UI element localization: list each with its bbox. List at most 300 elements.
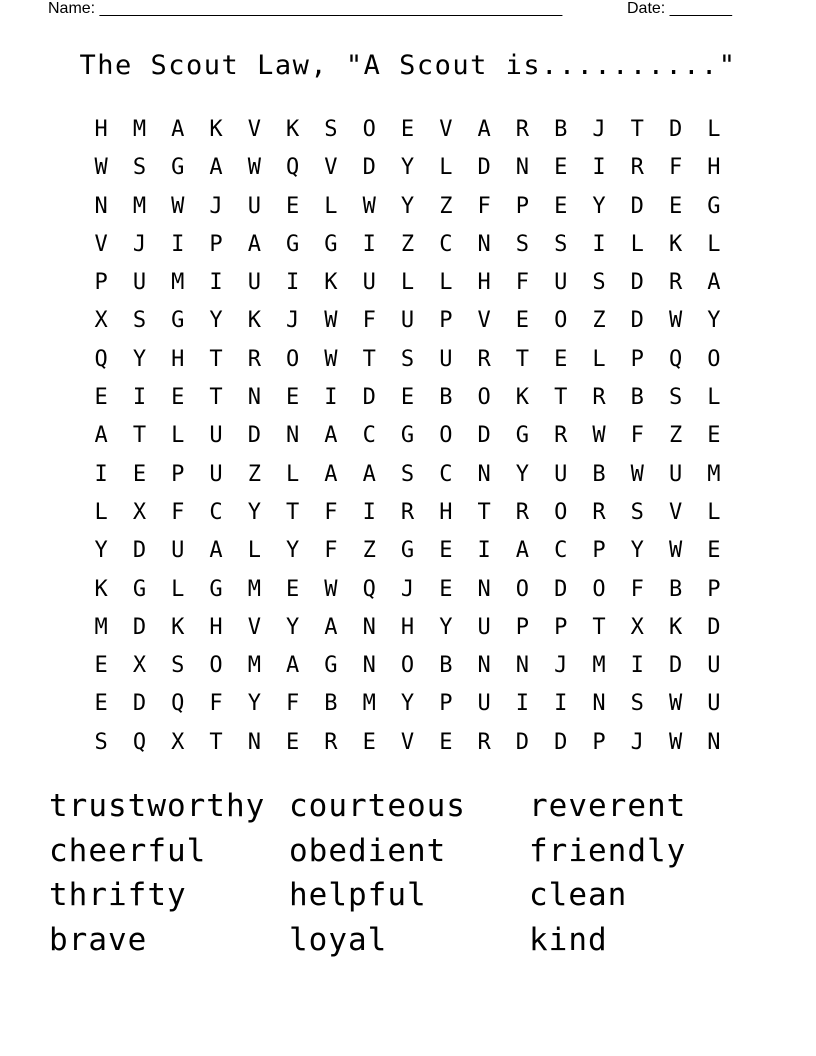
grid-row [82, 613, 733, 651]
grid-letter: E [439, 729, 453, 755]
grid-letter: L [707, 385, 721, 411]
grid-letter: P [171, 461, 185, 487]
grid-letter: G [400, 423, 415, 449]
grid-letter: X [132, 499, 147, 525]
grid-letter: L [707, 231, 721, 257]
grid-letter: P [94, 270, 108, 296]
grid-letter: G [171, 308, 185, 334]
grid-letter: W [171, 193, 185, 219]
grid-letter: A [477, 117, 491, 142]
grid-letter: Z [400, 231, 415, 257]
grid-letter: Y [286, 614, 300, 640]
grid-letter: U [707, 653, 721, 679]
grid-letter: U [707, 691, 721, 717]
grid-letter: H [400, 614, 415, 640]
grid-letter: P [554, 614, 568, 640]
grid-letter: T [209, 346, 223, 372]
grid-letter: R [630, 155, 644, 181]
grid-letter: H [94, 117, 108, 142]
grid-row [82, 498, 733, 536]
grid-letter: L [439, 155, 453, 181]
grid-letter: F [630, 423, 644, 449]
grid-letter: B [439, 385, 453, 411]
word-list-item: trustworthy [49, 788, 266, 824]
grid-letter: T [554, 385, 568, 411]
grid-letter: O [592, 576, 606, 602]
grid-letter: Z [439, 193, 453, 219]
worksheet-header [48, 0, 748, 20]
grid-letter: J [400, 576, 415, 602]
grid-letter: F [171, 499, 185, 525]
grid-letter: Y [132, 346, 147, 372]
grid-letter: W [668, 691, 683, 717]
grid-letter: E [554, 346, 568, 372]
word-list-item: helpful [289, 877, 427, 914]
grid-letter: K [668, 231, 683, 257]
grid-letter: W [668, 308, 683, 334]
grid-letter: A [209, 155, 223, 181]
grid-letter: A [362, 461, 376, 487]
grid-letter: S [400, 346, 415, 372]
grid-letter: V [324, 155, 338, 181]
grid-letter: K [171, 614, 185, 640]
grid-letter: A [286, 653, 300, 679]
grid-letter: N [515, 155, 530, 181]
grid-letter: U [171, 538, 185, 564]
grid-letter: B [592, 461, 606, 487]
grid-letter: F [477, 193, 491, 219]
grid-letter: W [362, 193, 376, 219]
grid-letter: R [515, 117, 530, 142]
grid-letter: Y [707, 308, 721, 334]
grid-letter: X [132, 653, 147, 679]
grid-letter: L [707, 117, 721, 142]
grid-letter: R [324, 729, 338, 755]
grid-row [82, 192, 733, 230]
grid-letter: D [668, 653, 683, 679]
grid-letter: Q [362, 576, 376, 602]
grid-letter: W [324, 346, 338, 372]
grid-letter: W [668, 538, 683, 564]
grid-letter: Y [630, 538, 644, 564]
grid-letter: R [592, 499, 606, 525]
grid-letter: Q [668, 346, 683, 372]
grid-letter: D [132, 614, 147, 640]
grid-letter: S [400, 461, 415, 487]
grid-letter: E [400, 385, 415, 411]
grid-letter: O [286, 346, 300, 372]
word-list [49, 784, 749, 963]
grid-letter: S [630, 499, 644, 525]
grid-letter: G [286, 231, 300, 257]
grid-letter: D [707, 614, 721, 640]
word-list-item: kind [529, 922, 608, 959]
grid-letter: H [439, 499, 453, 525]
grid-letter: K [668, 614, 683, 640]
grid-letter: U [477, 691, 491, 717]
grid-row [82, 651, 733, 689]
grid-letter: A [324, 614, 338, 640]
grid-letter: D [668, 117, 683, 142]
grid-letter: E [132, 461, 147, 487]
date-field: Date: _______ [627, 0, 732, 17]
grid-letter: R [477, 729, 491, 755]
grid-letter: G [209, 576, 223, 602]
grid-letter: S [132, 308, 147, 334]
grid-letter: C [362, 423, 376, 449]
grid-letter: R [400, 499, 415, 525]
grid-letter: I [592, 155, 606, 181]
grid-letter: P [515, 193, 530, 219]
grid-letter: P [592, 729, 606, 755]
grid-letter: A [171, 117, 185, 142]
grid-letter: H [171, 346, 185, 372]
grid-letter: E [171, 385, 185, 411]
grid-letter: H [707, 155, 721, 181]
grid-letter: M [362, 691, 376, 717]
grid-letter: V [439, 117, 453, 142]
grid-letter: N [477, 231, 491, 257]
grid-letter: D [630, 270, 644, 296]
grid-letter: A [515, 538, 530, 564]
grid-letter: X [630, 614, 644, 640]
grid-letter: U [209, 423, 223, 449]
grid-letter: L [247, 538, 261, 564]
grid-letter: Y [439, 614, 453, 640]
grid-letter: S [668, 385, 683, 411]
grid-letter: G [132, 576, 147, 602]
grid-letter: V [247, 117, 261, 142]
grid-letter: E [668, 193, 683, 219]
grid-letter: L [286, 461, 300, 487]
grid-letter: E [707, 538, 721, 564]
grid-letter: W [592, 423, 606, 449]
grid-letter: D [132, 691, 147, 717]
grid-letter: A [94, 423, 108, 449]
grid-letter: B [554, 117, 568, 142]
word-list-item: clean [529, 877, 628, 914]
grid-letter: O [515, 576, 530, 602]
grid-letter: K [286, 117, 300, 142]
grid-letter: V [477, 308, 491, 334]
grid-letter: R [515, 499, 530, 525]
grid-letter: D [477, 423, 491, 449]
grid-letter: M [592, 653, 606, 679]
grid-letter: I [554, 691, 568, 717]
grid-letter: F [324, 499, 338, 525]
grid-letter: I [477, 538, 491, 564]
grid-letter: N [362, 614, 376, 640]
grid-letter: D [554, 576, 568, 602]
grid-letter: Y [400, 155, 415, 181]
grid-letter: T [362, 346, 376, 372]
grid-letter: C [439, 461, 453, 487]
grid-letter: B [439, 653, 453, 679]
grid-letter: A [209, 538, 223, 564]
grid-letter: A [324, 423, 338, 449]
grid-letter: B [324, 691, 338, 717]
grid-letter: O [554, 499, 568, 525]
grid-letter: I [94, 461, 108, 487]
grid-letter: N [247, 385, 261, 411]
grid-letter: W [247, 155, 261, 181]
grid-row [82, 115, 733, 153]
grid-row [82, 536, 733, 574]
grid-letter: K [94, 576, 108, 602]
grid-letter: Q [171, 691, 185, 717]
grid-letter: T [477, 499, 491, 525]
grid-letter: W [94, 155, 108, 181]
word-list-item: friendly [529, 832, 687, 869]
grid-letter: Q [94, 346, 108, 372]
grid-letter: H [209, 614, 223, 640]
grid-letter: W [324, 576, 338, 602]
grid-letter: N [477, 576, 491, 602]
grid-letter: O [477, 385, 491, 411]
grid-letter: L [324, 193, 338, 219]
grid-letter: U [400, 308, 415, 334]
grid-letter: J [132, 231, 147, 257]
grid-letter: Y [592, 193, 606, 219]
grid-letter: O [554, 308, 568, 334]
grid-letter: K [209, 117, 223, 142]
grid-letter: E [554, 193, 568, 219]
grid-letter: T [209, 385, 223, 411]
grid-letter: P [209, 231, 223, 257]
grid-letter: E [286, 193, 300, 219]
grid-letter: S [324, 117, 338, 142]
word-list-item: loyal [289, 922, 388, 959]
grid-letter: K [515, 385, 530, 411]
page-title: The Scout Law, "A Scout is.........." [79, 50, 737, 81]
grid-letter: A [324, 461, 338, 487]
grid-letter: E [439, 576, 453, 602]
grid-letter: Q [132, 729, 147, 755]
grid-letter: E [400, 117, 415, 142]
grid-letter: J [592, 117, 606, 142]
grid-letter: E [286, 729, 300, 755]
grid-letter: U [477, 614, 491, 640]
grid-letter: X [171, 729, 185, 755]
grid-row [82, 421, 733, 459]
grid-letter: J [209, 193, 223, 219]
grid-letter: N [592, 691, 606, 717]
grid-letter: D [362, 155, 376, 181]
grid-letter: M [247, 653, 261, 679]
letter-grid [82, 115, 733, 766]
grid-letter: I [515, 691, 530, 717]
grid-letter: S [171, 653, 185, 679]
grid-letter: I [286, 270, 300, 296]
grid-letter: E [94, 653, 108, 679]
grid-letter: Y [286, 538, 300, 564]
grid-letter: O [707, 346, 721, 372]
grid-letter: B [668, 576, 683, 602]
grid-letter: Z [592, 308, 606, 334]
grid-letter: L [171, 423, 185, 449]
grid-letter: Z [362, 538, 376, 564]
grid-letter: T [286, 499, 300, 525]
word-list-item: courteous [289, 788, 466, 824]
grid-row [82, 153, 733, 191]
grid-letter: M [171, 270, 185, 296]
grid-letter: E [707, 423, 721, 449]
grid-letter: B [630, 385, 644, 411]
grid-letter: U [209, 461, 223, 487]
grid-letter: T [592, 614, 606, 640]
grid-letter: L [94, 499, 108, 525]
grid-letter: S [94, 729, 108, 755]
grid-letter: W [668, 729, 683, 755]
grid-letter: M [247, 576, 261, 602]
grid-row [82, 268, 733, 306]
grid-letter: E [94, 385, 108, 411]
grid-letter: P [439, 691, 453, 717]
grid-letter: K [324, 270, 338, 296]
grid-letter: F [630, 576, 644, 602]
grid-letter: V [668, 499, 683, 525]
grid-letter: D [362, 385, 376, 411]
word-list-item: reverent [529, 788, 687, 824]
grid-letter: Y [247, 691, 261, 717]
grid-letter: U [247, 270, 261, 296]
grid-letter: I [132, 385, 147, 411]
grid-letter: Z [668, 423, 683, 449]
grid-letter: F [286, 691, 300, 717]
grid-letter: E [554, 155, 568, 181]
grid-letter: N [515, 653, 530, 679]
grid-letter: E [515, 308, 530, 334]
grid-letter: D [477, 155, 491, 181]
grid-letter: R [668, 270, 683, 296]
grid-letter: N [94, 193, 108, 219]
grid-letter: F [324, 538, 338, 564]
grid-letter: G [171, 155, 185, 181]
grid-letter: M [132, 193, 147, 219]
grid-letter: O [209, 653, 223, 679]
grid-letter: J [286, 308, 300, 334]
grid-letter: N [707, 729, 721, 755]
grid-letter: D [515, 729, 530, 755]
grid-letter: C [209, 499, 223, 525]
grid-letter: P [592, 538, 606, 564]
grid-letter: U [554, 461, 568, 487]
grid-letter: G [707, 193, 721, 219]
word-list-item: thrifty [49, 877, 187, 914]
grid-letter: X [94, 308, 108, 334]
grid-letter: E [94, 691, 108, 717]
grid-letter: D [630, 193, 644, 219]
grid-letter: N [477, 653, 491, 679]
grid-letter: G [324, 231, 338, 257]
grid-letter: S [592, 270, 606, 296]
grid-letter: S [554, 231, 568, 257]
grid-letter: O [362, 117, 376, 142]
grid-letter: W [324, 308, 338, 334]
grid-letter: O [439, 423, 453, 449]
grid-letter: H [477, 270, 491, 296]
grid-letter: T [132, 423, 147, 449]
grid-letter: M [707, 461, 721, 487]
word-list-item: brave [49, 922, 148, 959]
grid-letter: U [668, 461, 683, 487]
grid-letter: L [439, 270, 453, 296]
grid-letter: Y [94, 538, 108, 564]
grid-letter: T [630, 117, 644, 142]
grid-letter: Y [515, 461, 530, 487]
grid-letter: S [515, 231, 530, 257]
grid-letter: G [515, 423, 530, 449]
grid-letter: F [515, 270, 530, 296]
grid-letter: I [324, 385, 338, 411]
grid-letter: N [247, 729, 261, 755]
name-field: Name: ____________________________________________________ [48, 0, 563, 17]
grid-letter: Y [247, 499, 261, 525]
grid-letter: P [439, 308, 453, 334]
grid-letter: U [132, 270, 147, 296]
grid-letter: A [707, 270, 721, 296]
grid-letter: N [362, 653, 376, 679]
grid-letter: D [630, 308, 644, 334]
grid-letter: F [209, 691, 223, 717]
grid-letter: A [247, 231, 261, 257]
grid-letter: N [477, 461, 491, 487]
grid-letter: T [209, 729, 223, 755]
grid-letter: P [515, 614, 530, 640]
grid-letter: E [286, 385, 300, 411]
grid-letter: U [554, 270, 568, 296]
grid-letter: Y [400, 691, 415, 717]
grid-letter: E [362, 729, 376, 755]
grid-letter: L [707, 499, 721, 525]
grid-letter: I [362, 499, 376, 525]
grid-letter: Y [209, 308, 223, 334]
grid-letter: R [592, 385, 606, 411]
grid-letter: O [400, 653, 415, 679]
grid-letter: J [630, 729, 644, 755]
grid-row [82, 306, 733, 344]
grid-letter: V [247, 614, 261, 640]
grid-row [82, 230, 733, 268]
grid-letter: G [324, 653, 338, 679]
grid-letter: P [707, 576, 721, 602]
grid-row [82, 460, 733, 498]
grid-letter: I [209, 270, 223, 296]
grid-letter: Q [286, 155, 300, 181]
grid-letter: R [247, 346, 261, 372]
grid-letter: K [247, 308, 261, 334]
grid-letter: C [554, 538, 568, 564]
grid-letter: V [400, 729, 415, 755]
grid-letter: E [286, 576, 300, 602]
grid-letter: M [132, 117, 147, 142]
grid-letter: T [515, 346, 530, 372]
grid-letter: R [554, 423, 568, 449]
grid-letter: M [94, 614, 108, 640]
grid-letter: I [362, 231, 376, 257]
grid-letter: L [400, 270, 415, 296]
grid-letter: C [439, 231, 453, 257]
grid-letter: D [247, 423, 261, 449]
grid-letter: Y [400, 193, 415, 219]
grid-letter: R [477, 346, 491, 372]
word-list-item: obedient [289, 832, 447, 869]
grid-letter: S [630, 691, 644, 717]
grid-letter: Z [247, 461, 261, 487]
grid-letter: U [247, 193, 261, 219]
grid-letter: G [400, 538, 415, 564]
grid-letter: P [630, 346, 644, 372]
